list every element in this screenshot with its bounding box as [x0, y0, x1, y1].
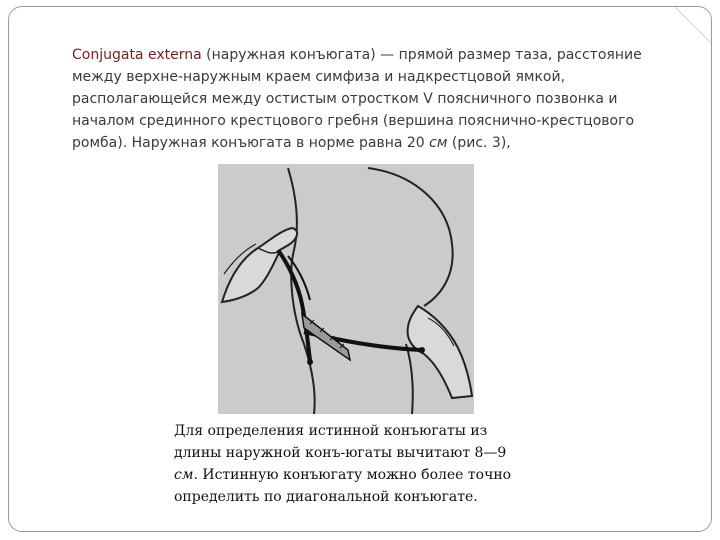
slide-corner-fold: [675, 7, 711, 43]
caption-unit-text: см: [174, 467, 194, 483]
caption-paragraph: [174, 420, 534, 508]
intro-body-text: (наружная конъюгата) — прямой размер таза, расстояние между верхне-наружным краем симфиза и надкрестцовой ямкой, располагающейся между остистым отростком V поясничного позвонка и началом срединного крестцового гребня (вершина пояснично-крестцового ромба). Наружная конъюгата в норме равна 20: [72, 47, 642, 151]
pelvimeter-illustration-icon: [218, 164, 474, 414]
caption-text-part1: Для определения истинной конъюгаты из длины наружной конъ-югаты вычитают 8—9: [174, 423, 507, 461]
intro-tail-text: (рис. 3),: [447, 135, 511, 151]
intro-paragraph: [72, 44, 672, 154]
caption-text-part2: . Истинную конъюгату можно более точно определить по диагональной конъюгате.: [174, 467, 512, 505]
conjugata-externa-term: Conjugata externa: [72, 47, 202, 63]
pelvimeter-figure: [218, 164, 474, 414]
intro-unit-text: см: [429, 135, 448, 151]
